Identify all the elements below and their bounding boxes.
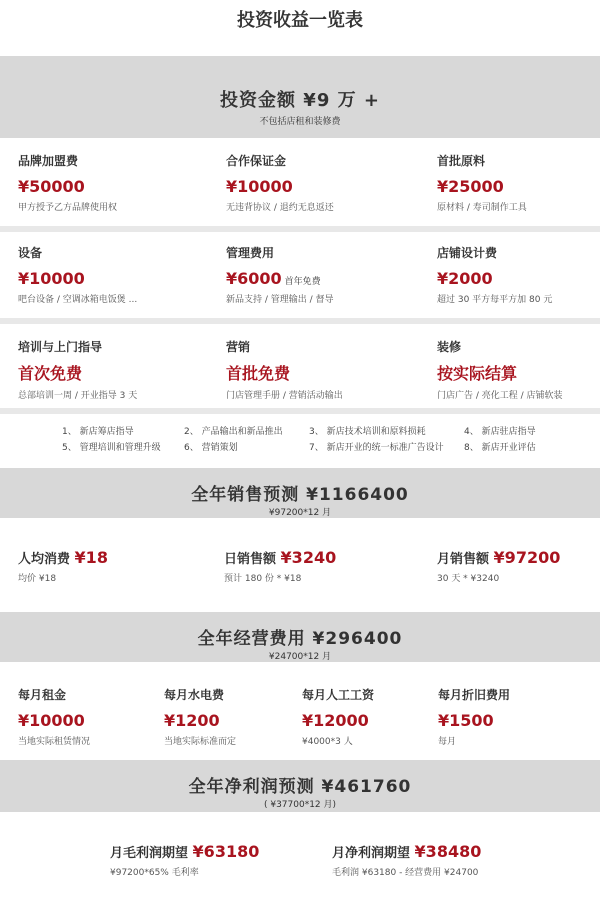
service-item: 4、 新店驻店指导	[464, 427, 536, 437]
item-desc: 毛利润 ¥63180 - 经营费用 ¥24700	[332, 868, 479, 878]
item-desc: 每月	[438, 737, 457, 747]
item-desc: 当地实际标准而定	[164, 737, 237, 747]
item-label: 首批原料	[437, 154, 486, 168]
item-desc: 预计 180 份 * ¥18	[224, 574, 302, 584]
item-label	[224, 548, 336, 567]
item-label: 每月人工工资	[302, 688, 375, 702]
item-amount: 首批免费	[226, 364, 291, 383]
item-desc: 新品支持 / 管理输出 / 督导	[226, 295, 334, 305]
item-desc: ¥97200*65% 毛利率	[110, 868, 199, 878]
operating-item	[164, 686, 236, 747]
sales-item	[437, 548, 560, 584]
item-amount-value: ¥6000	[226, 269, 282, 288]
profit-row	[0, 812, 600, 908]
investment-item	[226, 338, 343, 401]
operating-title: 全年经营费用 ¥296400	[197, 629, 403, 649]
profit-band	[0, 760, 600, 812]
item-label: 合作保证金	[226, 154, 287, 168]
item-desc: 门店广告 / 亮化工程 / 店铺软装	[437, 391, 563, 401]
item-label	[18, 548, 108, 567]
service-item: 8、 新店开业评估	[464, 443, 536, 453]
service-item: 6、 营销策划	[184, 443, 238, 453]
investment-item	[437, 244, 552, 305]
investment-item	[18, 244, 137, 305]
sales-title: 全年销售预测 ¥1166400	[191, 485, 409, 505]
item-amount: ¥10000	[226, 177, 293, 196]
sales-subtitle: ¥97200*12 月	[268, 508, 332, 518]
item-amount: ¥38480	[414, 842, 482, 861]
item-label-text: 月销售额	[437, 552, 490, 567]
profit-item	[110, 842, 259, 878]
operating-item	[438, 686, 510, 747]
item-desc: 总部培训一周 / 开业指导 3 天	[18, 391, 138, 401]
item-desc: 门店管理手册 / 营销活动输出	[226, 391, 343, 401]
item-label: 设备	[18, 246, 43, 260]
item-amount: ¥25000	[437, 177, 504, 196]
investment-item	[226, 152, 334, 213]
item-desc: 原材料 / 寿司制作工具	[437, 203, 527, 213]
operating-subtitle: ¥24700*12 月	[268, 652, 332, 662]
item-amount: ¥12000	[302, 711, 369, 730]
item-amount: 首次免费	[18, 364, 83, 383]
operating-band	[0, 612, 600, 662]
investment-notch	[290, 126, 310, 135]
item-amount: ¥1500	[438, 711, 494, 730]
operating-row	[0, 662, 600, 758]
investment-title: 投资金额 ¥9 万 +	[220, 90, 380, 111]
page-title: 投资收益一览表	[237, 10, 363, 31]
investment-subtitle: 不包括店租和装修费	[259, 117, 341, 127]
investment-item	[18, 338, 137, 401]
item-label: 品牌加盟费	[18, 154, 79, 168]
service-item: 3、 新店技术培训和原料损耗	[309, 427, 426, 437]
item-desc: 均价 ¥18	[18, 574, 57, 584]
sales-item	[18, 548, 108, 584]
investment-item	[437, 338, 563, 401]
service-item: 7、 新店开业的统一标准广告设计	[309, 443, 444, 453]
item-note: 首年免费	[284, 277, 321, 287]
profit-subtitle: ( ¥37700*12 月)	[263, 800, 337, 810]
profit-title: 全年净利润预测 ¥461760	[188, 777, 412, 797]
item-label-text: 月净利润期望	[332, 846, 411, 861]
item-label	[110, 842, 259, 861]
services-list	[0, 414, 600, 466]
item-label: 营销	[226, 340, 251, 354]
item-label-text: 人均消费	[18, 552, 71, 567]
item-amount: ¥10000	[18, 269, 85, 288]
item-label: 培训与上门指导	[18, 340, 103, 354]
item-desc: 甲方授予乙方品牌使用权	[18, 203, 118, 213]
sales-item	[224, 548, 336, 584]
investment-row-2	[0, 232, 600, 318]
item-label: 每月租金	[18, 688, 67, 702]
item-amount: ¥50000	[18, 177, 85, 196]
item-desc: ¥4000*3 人	[302, 737, 353, 747]
item-amount: ¥63180	[192, 842, 260, 861]
item-desc: 30 天 * ¥3240	[437, 574, 500, 584]
item-label-text: 日销售额	[224, 552, 277, 567]
item-desc: 吧台设备 / 空调冰箱电饭煲 ...	[18, 295, 138, 305]
item-label: 每月折旧费用	[438, 688, 511, 702]
item-label	[437, 548, 560, 567]
item-desc: 无违背协议 / 退约无息返还	[226, 203, 334, 213]
item-amount	[226, 269, 334, 288]
investment-item	[226, 244, 334, 305]
sales-band	[0, 468, 600, 518]
item-desc: 当地实际租赁情况	[18, 737, 91, 747]
item-label-text: 月毛利润期望	[110, 846, 189, 861]
item-label: 管理费用	[226, 246, 275, 260]
item-label	[332, 842, 481, 861]
service-item: 2、 产品输出和新品推出	[184, 427, 283, 437]
item-amount: ¥1200	[164, 711, 220, 730]
item-label: 装修	[437, 340, 462, 354]
sales-row	[0, 518, 600, 612]
item-amount: ¥18	[74, 548, 108, 567]
item-label: 店铺设计费	[437, 246, 498, 260]
item-amount: ¥97200	[493, 548, 561, 567]
profit-item	[332, 842, 481, 878]
item-amount: ¥10000	[18, 711, 85, 730]
investment-item	[437, 152, 527, 213]
investment-item	[18, 152, 117, 213]
item-amount: ¥3240	[280, 548, 337, 567]
operating-item	[18, 686, 90, 747]
service-item: 5、 管理培训和管理升级	[62, 443, 161, 453]
investment-row-1	[0, 138, 600, 226]
item-desc: 超过 30 平方每平方加 80 元	[437, 295, 553, 305]
item-label: 每月水电费	[164, 688, 225, 702]
service-item: 1、 新店筹店指导	[62, 427, 134, 437]
item-amount: 按实际结算	[437, 364, 518, 383]
item-amount: ¥2000	[437, 269, 493, 288]
operating-item	[302, 686, 374, 747]
investment-row-3	[0, 324, 600, 408]
